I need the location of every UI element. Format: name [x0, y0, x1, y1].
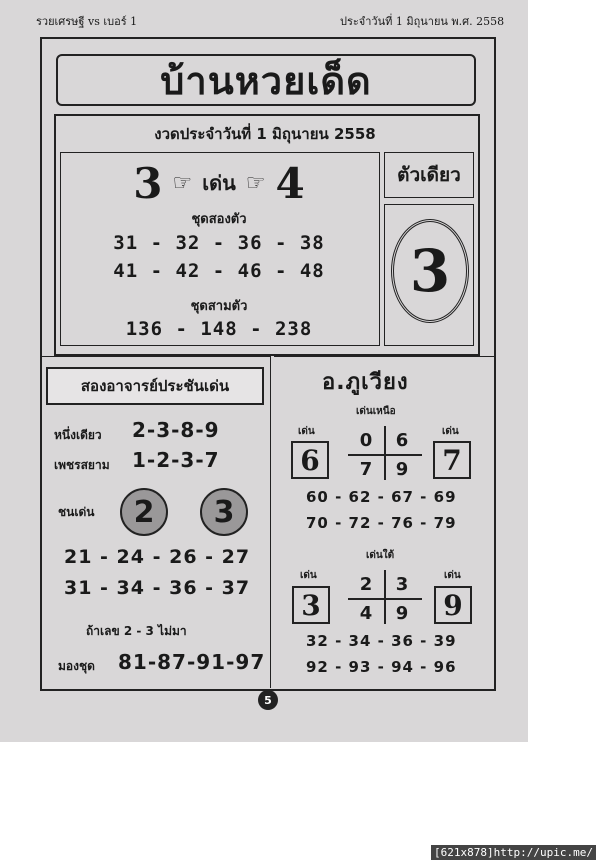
two-digit-row-1: 31 - 32 - 36 - 38	[113, 232, 325, 254]
page-title: บ้านหวยเด็ด	[56, 54, 476, 106]
lower-cross-v	[384, 570, 386, 624]
page-number: 5	[258, 690, 278, 710]
header-right: ประจำวันที่ 1 มิถุนายน พ.ศ. 2558	[340, 15, 505, 28]
upper-right-digit: 7	[433, 441, 471, 479]
row-label-1: หนึ่งเดียว	[54, 428, 102, 442]
three-digit-label: ชุดสามตัว	[190, 299, 248, 314]
lower-row-2: 92 - 93 - 94 - 96	[306, 658, 457, 676]
lower-left-digit: 3	[292, 586, 330, 624]
row-value-2: 1-2-3-7	[132, 448, 220, 472]
lower-cross-tl: 2	[359, 573, 373, 595]
right-panel-title: อ.ภูเวียง	[322, 370, 409, 395]
single-digit-value: 3	[391, 219, 469, 323]
draw-date: งวดประจำวันที่ 1 มิถุนายน 2558	[154, 125, 376, 143]
upper-cross-tr: 6	[395, 429, 409, 451]
main-left-digit: 3	[133, 158, 163, 208]
single-digit-label: ตัวเดียว	[384, 152, 474, 198]
row-value-1: 2-3-8-9	[132, 418, 220, 442]
lower-cross-bl: 4	[359, 602, 373, 624]
two-digit-row-2: 41 - 42 - 46 - 48	[113, 260, 325, 282]
upper-cross-tl: 0	[359, 429, 373, 451]
upper-right-side-label: เด่น	[442, 426, 459, 437]
featured-digit-2: 3	[200, 488, 248, 536]
lower-label: เด่นใต้	[366, 550, 395, 561]
row-label-2: เพชรสยาม	[54, 458, 110, 472]
pointing-hand-icon: ☞	[172, 170, 193, 196]
upper-cross-v	[384, 426, 386, 480]
upper-row-2: 70 - 72 - 76 - 79	[306, 514, 457, 532]
upper-left-digit: 6	[291, 441, 329, 479]
upper-row-1: 60 - 62 - 67 - 69	[306, 488, 457, 506]
lower-left-side-label: เด่น	[300, 570, 317, 581]
two-digit-label: ชุดสองตัว	[191, 212, 247, 227]
lower-right-digit: 9	[434, 586, 472, 624]
left-panel-title: สองอาจารย์ประชันเด่น	[46, 367, 264, 405]
lower-row-1: 32 - 34 - 36 - 39	[306, 632, 457, 650]
featured-digit-1: 2	[120, 488, 168, 536]
main-pick-label: เด่น	[202, 171, 236, 195]
upper-cross-bl: 7	[359, 458, 373, 480]
header-left: รวยเศรษฐี vs เบอร์ 1	[36, 15, 138, 28]
pointing-hand-icon: ☞	[245, 170, 266, 196]
main-right-digit: 4	[275, 158, 305, 208]
lower-cross-tr: 3	[395, 573, 409, 595]
main-pick	[60, 160, 378, 206]
left-list-1: 21 - 24 - 26 - 27	[64, 546, 251, 568]
watch-label: มองชุด	[58, 659, 95, 673]
lower-cross-br: 9	[395, 602, 409, 624]
upper-label: เด่นเหนือ	[356, 406, 396, 417]
featured-label: ชนเด่น	[58, 505, 95, 519]
watch-value: 81-87-91-97	[118, 650, 266, 674]
left-list-2: 31 - 34 - 36 - 37	[64, 577, 251, 599]
lower-right-side-label: เด่น	[444, 570, 461, 581]
three-digit-row-1: 136 - 148 - 238	[125, 318, 313, 340]
note-text: ถ้าเลข 2 - 3 ไม่มา	[86, 624, 187, 638]
watermark: [621x878]http://upic.me/	[431, 845, 596, 860]
upper-left-side-label: เด่น	[298, 426, 315, 437]
upper-cross-br: 9	[395, 458, 409, 480]
